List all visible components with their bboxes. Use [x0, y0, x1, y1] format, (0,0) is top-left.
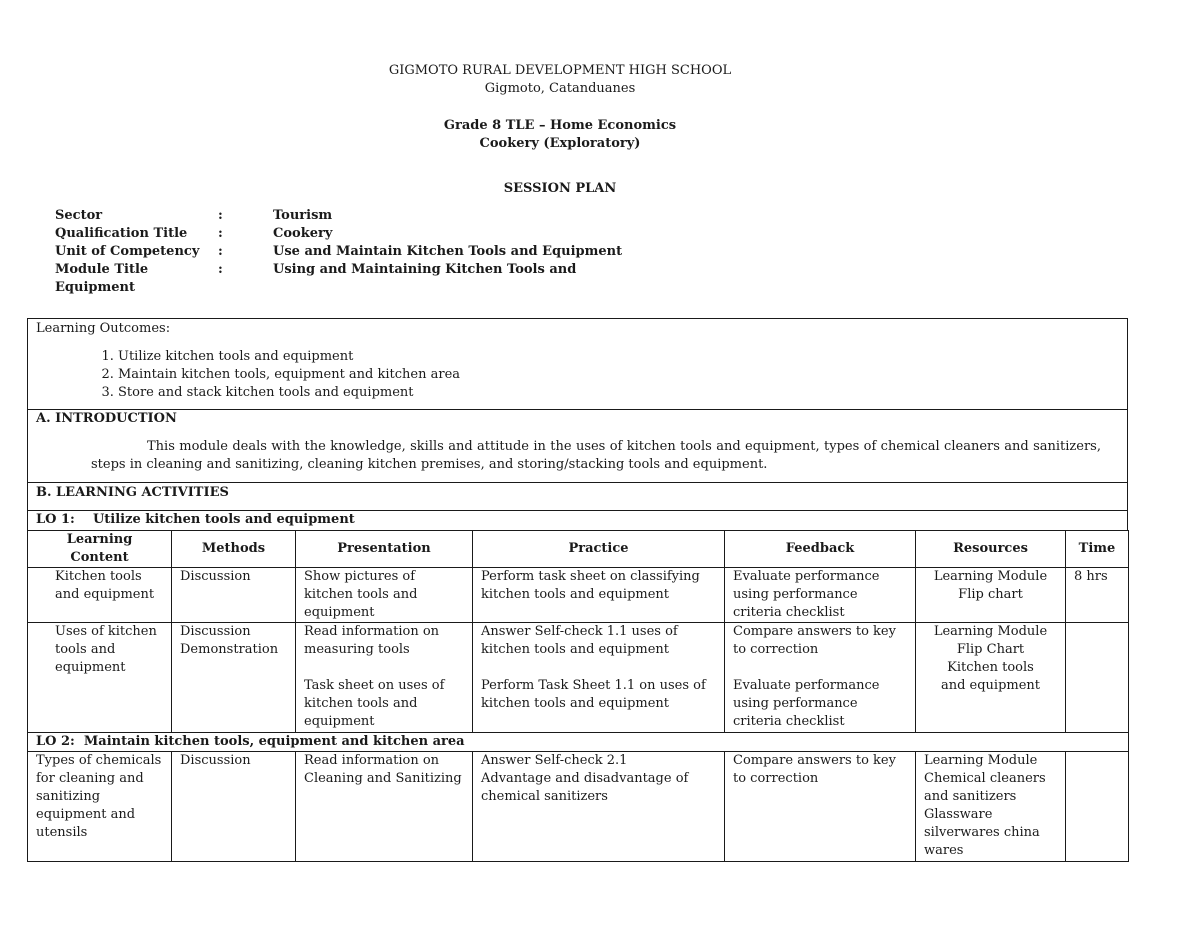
- cell-resources: Learning Module Chemical cleaners and sanitizers Glassware silverwares china wares: [916, 752, 1066, 862]
- column-header: Learning Content: [28, 531, 172, 568]
- table-row: [28, 568, 1129, 623]
- list-item: 3. Store and stack kitchen tools and equipment: [118, 384, 1127, 402]
- cell-content: Types of chemicals for cleaning and sanitizing equipment and utensils: [28, 752, 172, 862]
- meta-value: Tourism: [273, 208, 333, 223]
- cell-presentation: Read information on Cleaning and Sanitizing: [296, 752, 473, 862]
- learning-activities-title: B. LEARNING ACTIVITIES: [36, 485, 229, 500]
- cell-presentation: Show pictures of kitchen tools and equipment: [296, 568, 473, 623]
- meta-separator: :: [218, 208, 223, 223]
- column-header: Time: [1066, 531, 1129, 568]
- column-header: Resources: [916, 531, 1066, 568]
- table-header-row: [28, 531, 1129, 568]
- list-item: 1. Utilize kitchen tools and equipment: [118, 348, 1127, 366]
- cell-content: Kitchen tools and equipment: [28, 568, 172, 623]
- introduction-title: A. INTRODUCTION: [36, 411, 177, 426]
- meta-label: Qualification Title: [55, 226, 188, 241]
- meta-label: Unit of Competency: [55, 244, 200, 259]
- subject-title: Cookery (Exploratory): [479, 136, 641, 151]
- cell-resources: Learning Module Flip chart: [916, 568, 1066, 623]
- cell-time: [1066, 752, 1129, 862]
- school-name: GIGMOTO RURAL DEVELOPMENT HIGH SCHOOL: [388, 63, 732, 78]
- cell-content: Uses of kitchen tools and equipment: [28, 623, 172, 733]
- cell-feedback: Compare answers to key to correction: [725, 752, 916, 862]
- meta-value: Cookery: [273, 226, 333, 241]
- introduction-text: This module deals with the knowledge, skills and attitude in the uses of kitchen tools and equipment, types of chemical cleaners and sanitizers, steps in cleaning and sanitizing, cleaning kitchen premises, and storing/stacking tools and equipment.: [91, 439, 1101, 472]
- learning-outcomes-list: [28, 348, 1127, 402]
- lo1-title: LO 1: Utilize kitchen tools and equipment: [36, 512, 355, 527]
- lo2-row: [28, 733, 1129, 752]
- cell-feedback: Compare answers to key to correction Evaluate performance using performance criteria checklist: [725, 623, 916, 733]
- learning-outcomes-title: Learning Outcomes:: [36, 321, 171, 336]
- cell-methods: Discussion Demonstration: [172, 623, 296, 733]
- meta-separator: :: [218, 244, 223, 259]
- meta-separator: :: [218, 226, 223, 241]
- column-header: Feedback: [725, 531, 916, 568]
- column-header: Practice: [473, 531, 725, 568]
- cell-methods: Discussion: [172, 568, 296, 623]
- cell-presentation: Read information on measuring tools Task sheet on uses of kitchen tools and equipment: [296, 623, 473, 733]
- table-row: [28, 752, 1129, 862]
- cell-practice: Perform task sheet on classifying kitchen tools and equipment: [473, 568, 725, 623]
- cell-time: 8 hrs: [1066, 568, 1129, 623]
- meta-value: Using and Maintaining Kitchen Tools and: [273, 262, 577, 277]
- activities-table: [27, 530, 1129, 862]
- list-item: 2. Maintain kitchen tools, equipment and kitchen area: [118, 366, 1127, 384]
- learning-activities-box: [27, 482, 1128, 511]
- cell-practice: Answer Self-check 2.1 Advantage and disadvantage of chemical sanitizers: [473, 752, 725, 862]
- grade-title: Grade 8 TLE – Home Economics: [443, 118, 677, 133]
- meta-separator: :: [218, 262, 223, 277]
- learning-outcomes-box: [27, 318, 1128, 410]
- lo1-box: [27, 510, 1128, 531]
- meta-label: Equipment: [55, 280, 135, 295]
- cell-methods: Discussion: [172, 752, 296, 862]
- column-header: Presentation: [296, 531, 473, 568]
- meta-value: Use and Maintain Kitchen Tools and Equipment: [273, 244, 623, 259]
- cell-feedback: Evaluate performance using performance criteria checklist: [725, 568, 916, 623]
- document-title: SESSION PLAN: [503, 181, 617, 196]
- cell-resources: Learning Module Flip Chart Kitchen tools and equipment: [916, 623, 1066, 733]
- meta-label: Sector: [55, 208, 103, 223]
- school-location: Gigmoto, Catanduanes: [484, 81, 636, 96]
- meta-label: Module Title: [55, 262, 149, 277]
- introduction-box: [27, 409, 1128, 483]
- cell-practice: Answer Self-check 1.1 uses of kitchen tools and equipment Perform Task Sheet 1.1 on uses of kitchen tools and equipment: [473, 623, 725, 733]
- cell-time: [1066, 623, 1129, 733]
- column-header: Methods: [172, 531, 296, 568]
- lo2-title: LO 2: Maintain kitchen tools, equipment and kitchen area: [28, 733, 1129, 752]
- table-row: [28, 623, 1129, 733]
